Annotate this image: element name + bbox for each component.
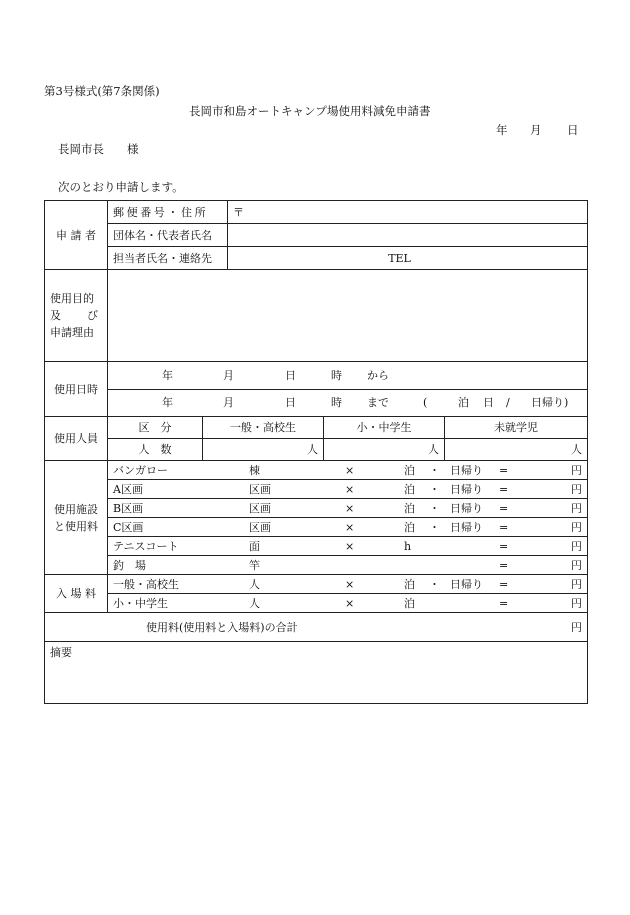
to-month-label: 月 (223, 396, 234, 409)
equals-symbol: = (499, 482, 509, 496)
total-row[interactable] (45, 613, 588, 642)
from-suffix: から (367, 368, 389, 382)
people-count-school[interactable]: 人 (324, 439, 445, 461)
facility-row-a-section[interactable] (108, 480, 588, 499)
organization-label: 団体名・代表者氏名 (108, 224, 228, 247)
people-group-school: 小・中学生 (324, 417, 445, 439)
facilities-label (45, 461, 108, 575)
separator-dot: ・ (429, 463, 440, 477)
contact-field[interactable] (228, 247, 588, 270)
form-number: 第3号様式(第7条関係) (44, 84, 160, 98)
address-field[interactable]: 〒 (228, 201, 588, 224)
facility-unit: 区画 (249, 482, 271, 496)
purpose-label (45, 270, 108, 362)
remarks-field[interactable] (45, 642, 588, 704)
facility-name: 釣 場 (113, 558, 146, 572)
to-open-paren: ( (423, 396, 428, 409)
purpose-field[interactable] (108, 270, 588, 362)
equals-symbol: = (499, 596, 509, 610)
from-month-label: 月 (223, 368, 234, 382)
to-stay2-label: 日 (483, 396, 494, 409)
times-symbol: × (345, 539, 355, 553)
yen-label: 円 (571, 539, 583, 553)
from-hour-label: 時 (331, 368, 342, 382)
separator-dot: ・ (429, 482, 440, 496)
entry-name: 一般・高校生 (113, 577, 179, 591)
people-count-preschool[interactable]: 人 (445, 439, 588, 461)
stay-label: 泊 (404, 520, 415, 534)
day-trip-label: 日帰り (450, 482, 483, 496)
times-symbol: × (345, 577, 355, 591)
facility-unit: 区画 (249, 520, 271, 534)
yen-label: 円 (571, 501, 583, 515)
facilities-label-line1: 使用施設 (54, 502, 98, 516)
entry-unit: 人 (249, 596, 260, 610)
yen-label: 円 (571, 520, 583, 534)
people-label: 使用人員 (45, 417, 108, 461)
intro-text: 次のとおり申請します。 (58, 180, 184, 194)
facility-name: バンガロー (113, 463, 168, 477)
facility-row-bungalow[interactable] (108, 461, 588, 480)
applicant-section-label: 申 請 者 (45, 201, 108, 270)
application-table (44, 200, 588, 704)
purpose-line1: 使用目的 (50, 292, 94, 305)
stay-label: 泊 (404, 463, 415, 477)
remarks-label: 摘要 (50, 646, 72, 659)
purpose-line2b: び (87, 309, 98, 322)
people-category-header: 区 分 (108, 417, 203, 439)
entry-fee-label: 入 場 料 (45, 575, 108, 613)
from-day-label: 日 (285, 368, 296, 382)
separator-dot: ・ (429, 520, 440, 534)
datetime-to-row[interactable] (108, 390, 588, 417)
people-count-header: 人 数 (108, 439, 203, 461)
facility-unit: 区画 (249, 501, 271, 515)
day-trip-label: 日帰り (450, 463, 483, 477)
purpose-line2 (50, 307, 98, 324)
people-group-preschool: 未就学児 (445, 417, 588, 439)
facilities-label-line2: と使用料 (54, 519, 98, 533)
yen-label: 円 (571, 596, 583, 610)
stay-label: 泊 (404, 596, 415, 610)
people-group-general: 一般・高校生 (203, 417, 324, 439)
facility-unit: 棟 (249, 463, 260, 477)
entry-row-school[interactable] (108, 594, 588, 613)
day-trip-label: 日帰り (450, 577, 483, 591)
total-label: 使用料(使用料と入場料)の合計 (146, 620, 298, 634)
entry-row-general[interactable] (108, 575, 588, 594)
facility-name: A区画 (113, 482, 143, 496)
address-label (108, 201, 228, 224)
contact-label: 担当者氏名・連絡先 (108, 247, 228, 270)
facility-row-c-section[interactable] (108, 518, 588, 537)
equals-symbol: = (499, 520, 509, 534)
stay-label: 泊 (404, 482, 415, 496)
tel-label: TEL (388, 251, 411, 265)
date-day-label: 日 (567, 123, 579, 137)
entry-name: 小・中学生 (113, 596, 168, 610)
datetime-from-row[interactable] (108, 362, 588, 390)
people-count-general[interactable]: 人 (203, 439, 324, 461)
to-day-label: 日 (285, 396, 296, 409)
equals-symbol: = (499, 539, 509, 553)
equals-symbol: = (499, 501, 509, 515)
facility-row-b-section[interactable] (108, 499, 588, 518)
to-stay-label: 泊 (458, 396, 469, 409)
hours-label: h (404, 539, 412, 553)
times-symbol: × (345, 596, 355, 610)
yen-label: 円 (571, 577, 583, 591)
date-year-label: 年 (496, 123, 508, 137)
stay-label: 泊 (404, 577, 415, 591)
form-title: 長岡市和島オートキャンプ場使用料減免申請書 (189, 104, 431, 118)
times-symbol: × (345, 463, 355, 477)
addressee-honorific: 様 (127, 142, 139, 156)
purpose-line2a: 及 (50, 309, 61, 322)
to-slash: / (506, 396, 510, 409)
address-label-text: 郵便番号・住所 (113, 205, 209, 219)
total-yen: 円 (571, 620, 583, 634)
equals-symbol: = (499, 558, 509, 572)
stay-label: 泊 (404, 501, 415, 515)
facility-row-fishing[interactable] (108, 556, 588, 575)
to-day-trip-label: 日帰り) (531, 396, 569, 409)
facility-unit: 竿 (249, 558, 260, 572)
from-year-label: 年 (162, 368, 173, 382)
facility-name: テニスコート (113, 539, 179, 553)
entry-unit: 人 (249, 577, 260, 591)
purpose-line3: 申請理由 (50, 326, 94, 339)
addressee: 長岡市長 (58, 142, 104, 156)
separator-dot: ・ (429, 501, 440, 515)
facility-unit: 面 (249, 539, 260, 553)
yen-label: 円 (571, 482, 583, 496)
facility-row-tennis[interactable] (108, 537, 588, 556)
to-year-label: 年 (162, 396, 173, 409)
yen-label: 円 (571, 463, 583, 477)
equals-symbol: = (499, 577, 509, 591)
organization-field[interactable] (228, 224, 588, 247)
day-trip-label: 日帰り (450, 501, 483, 515)
times-symbol: × (345, 520, 355, 534)
facility-name: B区画 (113, 501, 144, 515)
datetime-label: 使用日時 (45, 362, 108, 417)
facility-name: C区画 (113, 520, 144, 534)
to-suffix: まで (367, 396, 389, 409)
equals-symbol: = (499, 463, 509, 477)
separator-dot: ・ (429, 577, 440, 591)
day-trip-label: 日帰り (450, 520, 483, 534)
yen-label: 円 (571, 558, 583, 572)
times-symbol: × (345, 501, 355, 515)
times-symbol: × (345, 482, 355, 496)
date-month-label: 月 (530, 123, 542, 137)
to-hour-label: 時 (331, 396, 342, 409)
